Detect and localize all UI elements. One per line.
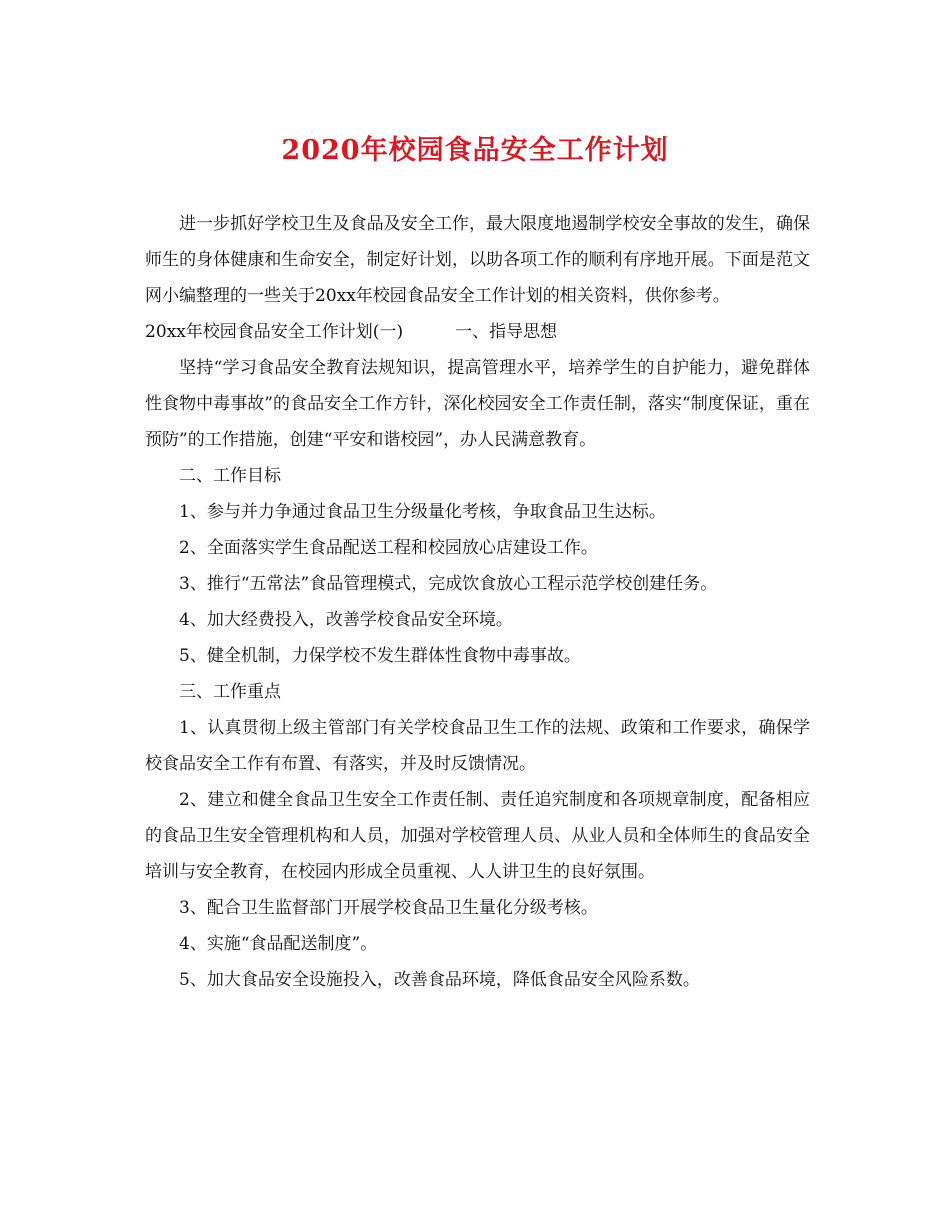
list-item: 3、配合卫生监督部门开展学校食品卫生量化分级考核。	[179, 898, 598, 918]
list-item: 2、全面落实学生食品配送工程和校园放心店建设工作。	[179, 538, 598, 558]
intro-paragraph: 进一步抓好学校卫生及食品及安全工作，最大限度地遏制学校安全事故的发生，确保师生的身体健康和生命安全，制定好计划，以助各项工作的顺利有序地开展。下面是范文网小编整理的一些关于20xx年校园食品安全工作计划的相关资料，供你参考。	[145, 214, 810, 306]
section1-heading: 一、指导思想	[455, 322, 558, 342]
list-item: 1、参与并力争通过食品卫生分级量化考核，争取食品卫生达标。	[179, 502, 666, 522]
list-item: 1、认真贯彻上级主管部门有关学校食品卫生工作的法规、政策和工作要求，确保学校食品安全工作有布置、有落实，并及时反馈情况。	[145, 718, 810, 774]
list-item: 3、推行“五常法”食品管理模式，完成饮食放心工程示范学校创建任务。	[179, 574, 718, 594]
section2-heading: 二、工作目标	[179, 466, 281, 486]
plan-heading-line	[145, 314, 810, 350]
document-title: 2020年校园食品安全工作计划	[281, 135, 669, 166]
list-item: 4、实施“食品配送制度”。	[179, 934, 378, 954]
list-item: 4、加大经费投入，改善学校食品安全环境。	[179, 610, 513, 630]
plan-heading: 20xx年校园食品安全工作计划(一)	[145, 322, 404, 342]
list-item: 5、加大食品安全设施投入，改善食品环境，降低食品安全风险系数。	[179, 970, 700, 990]
section3-heading: 三、工作重点	[179, 682, 281, 702]
list-item: 2、建立和健全食品卫生安全工作责任制、责任追究制度和各项规章制度，配备相应的食品卫生安全管理机构和人员，加强对学校管理人员、从业人员和全体师生的食品安全培训与安全教育，在校园内形成全员重视、人人讲卫生的良好氛围。	[145, 790, 810, 882]
section1-body: 坚持“学习食品安全教育法规知识，提高管理水平，培养学生的自护能力，避免群体性食物中毒事故”的食品安全工作方针，深化校园安全工作责任制，落实“制度保证，重在预防”的工作措施，创建“平安和谐校园”，办人民满意教育。	[145, 358, 810, 450]
list-item: 5、健全机制，力保学校不发生群体性食物中毒事故。	[179, 646, 581, 666]
document-body	[145, 206, 810, 998]
